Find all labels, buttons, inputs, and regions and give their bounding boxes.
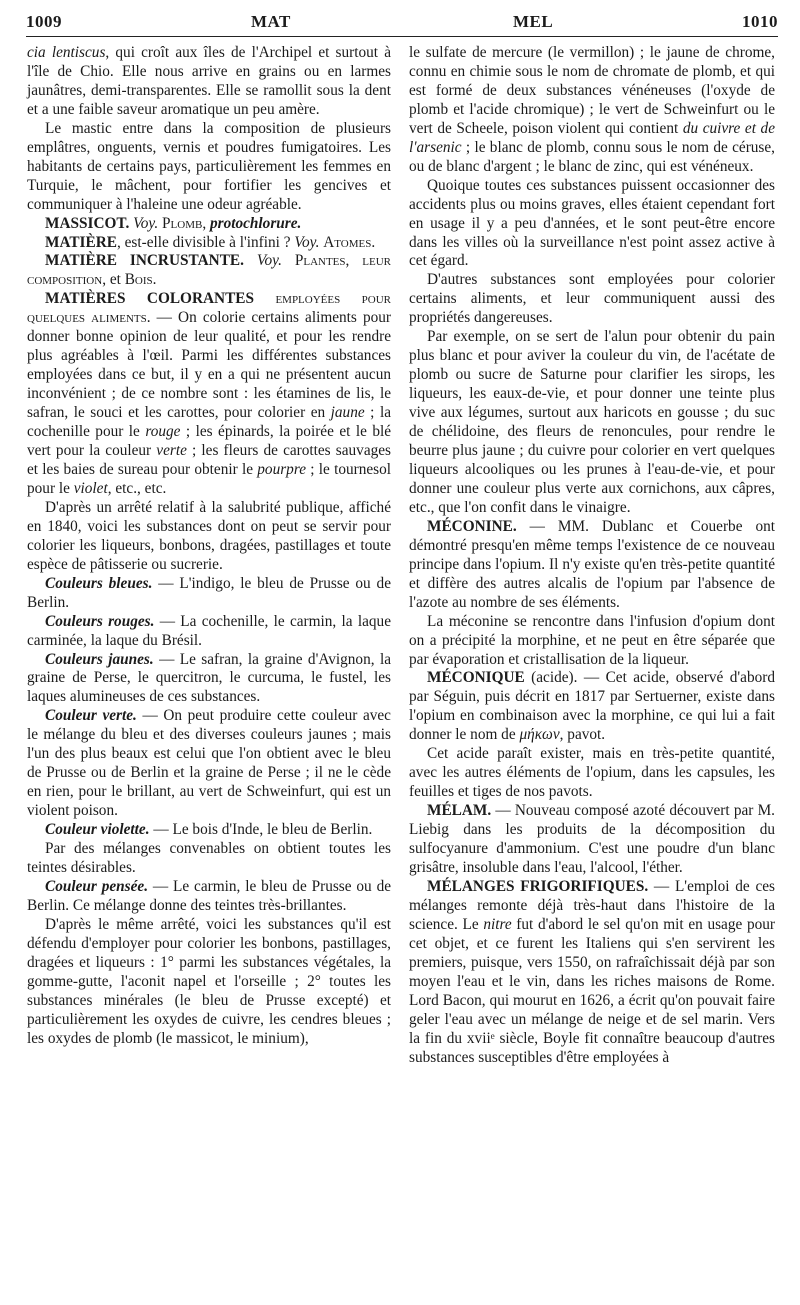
left-column — [27, 44, 391, 1049]
couleurs-rouges: Couleurs rouges. — La cochenille, le carmin, la laque carminée, la laque du Brésil. — [27, 612, 391, 649]
paragraph-alun: Par exemple, on se sert de l'alun pour obtenir du pain plus blanc et pour aviver la couleur du vin, de l'acétate de plomb ou sucre de Saturne pour clarifier les sirops, les liqueurs, les eaux-de-vie, et pour donner une teinte plus vive aux légumes, surtout aux haricots en gousse ; du suc de chélidoine, des fleurs de renoncules, pour rendre le beurre plus jaune ; du cuivre pour colorier en vert quelques liqueurs alcooliques ou les prunes à l'eau-de-vie, et pour donner une couleur plus verte aux cornichons, aux câpres, etc., que l'on confit dans le vinaigre. — [409, 328, 775, 516]
couleur-verte: Couleur verte. — On peut produire cette couleur avec le mélange du bleu et des diverses couleurs jaunes ; mais l'un des plus beaux est celui que l'on obtient avec le bleu de Prusse ou de Berlin et la graine de Perse ; il ne le cède en rien, pour le brillant, au vert de Schweinfurt, qui est un violent poison. — [27, 707, 391, 820]
entry-matiere: MATIÈRE, est-elle divisible à l'infini ? Voy. Atomes. — [45, 233, 376, 251]
right-column — [409, 44, 775, 1067]
couleur-pensee: Couleur pensée. — Le carmin, le bleu de Prusse ou de Berlin. Ce mélange donne des teintes très-brillantes. — [27, 877, 392, 914]
paragraph-arrete: D'après un arrêté relatif à la salubrité publique, affiché en 1840, voici les substances dont on peut se servir pour colorier les liqueurs, bonbons, dragées, pastillages et toute espèce de pâtisserie ou sucrerie. — [27, 498, 391, 573]
entry-melanges-frigorifiques: MÉLANGES FRIGORIFIQUES. — L'emploi de ces mélanges remonte déjà très-haut dans l'histoire de la science. Le nitre fut d'abord le sel qu'on mit en usage pour cet objet, et ce furent les Italiens qui s'en servirent les premiers, puisque, vers 1550, on rafraîchissait déjà par son moyen l'eau et le vin, dans les riches maisons de Rome. Lord Bacon, qui mourut en 1626, a écrit qu'on pouvait faire geler l'eau avec un mélange de neige et de sel marin. Vers la fin du xviiᵉ siècle, Boyle fit connaître beaucoup d'autres substances susceptibles d'être employées à — [409, 877, 775, 1066]
right-guide-word: MEL — [513, 12, 554, 31]
entry-mastic-usage: Le mastic entre dans la composition de plusieurs emplâtres, onguents, vernis et poudres fumigatoires. Les habitants de certains pays, particulièrement les femmes en Turquie, le mâchent, pour fortifier les gencives et communiquer à l'haleine une odeur agréable. — [27, 119, 391, 213]
entry-meconique-detail: Cet acide paraît exister, mais en très-petite quantité, avec les autres éléments de l'opium, dans les capsules, les feuilles et tiges de nos pavots. — [409, 745, 775, 801]
entry-meconine: MÉCONINE. — MM. Dublanc et Couerbe ont démontré presqu'en même temps l'existence de ce nouveau principe dans l'opium. Il n'y existe qu'en très-petite quantité et diffère des autres alcalis de l'opium par l'absence de l'azote au nombre de ses éléments. — [409, 517, 775, 611]
header-rule — [26, 36, 778, 37]
running-head — [26, 12, 778, 38]
paragraph-quoique: Quoique toutes ces substances puissent occasionner des accidents plus ou moins graves, elles étaient cependant fort en usage il y a peu d'années, et le sont peut-être encore dans les villes où la surveillance n'est point assez active à cet égard. — [409, 176, 775, 270]
entry-massicot: MASSICOT. Voy. Plomb, protochlorure. — [45, 214, 302, 232]
left-guide-word: MAT — [251, 12, 291, 31]
right-page-number: 1010 — [742, 12, 778, 31]
couleur-violette: Couleur violette. — Le bois d'Inde, le bleu de Berlin. — [45, 821, 373, 839]
entry-meconine-detail: La méconine se rencontre dans l'infusion d'opium dont on a précipité la morphine, et ne peut en être séparée que par évaporation et cristallisation de la liqueur. — [409, 612, 775, 668]
paragraph-melanges: Par des mélanges convenables on obtient toutes les teintes désirables. — [27, 840, 391, 876]
paragraph-defendu-continuation: le sulfate de mercure (le vermillon) ; le jaune de chrome, connu en chimie sous le nom de chromate de plomb, et qui est formé de deux substances vénéneuses (l'oxyde de plomb et l'acide chromique) ; le vert de Schweinfurt ou le vert de Scheele, poison violent qui contient du cuivre et de l'arsenic ; le blanc de plomb, connu sous le nom de céruse, ou de blanc d'argent ; le blanc de zinc, qui est vénéneux. — [409, 44, 775, 175]
left-page-number: 1009 — [26, 12, 62, 31]
couleurs-jaunes: Couleurs jaunes. — Le safran, la graine d'Avignon, la graine de Perse, le quercitron, le curcuma, le fustel, les laques alumineuses de ces substances. — [27, 650, 391, 706]
entry-melam: MÉLAM. — Nouveau composé azoté découvert par M. Liebig dans les produits de la décomposition du sulfocyanure d'ammonium. C'est une poudre d'un blanc grisâtre, insoluble dans l'eau, l'alcool, l'éther. — [409, 802, 775, 876]
entry-meconique: MÉCONIQUE (acide). — Cet acide, observé d'abord par Séguin, puis décrit en 1817 par Sertuerner, existe dans l'opium en combinaison avec la morphine, ce qui lui a fait donner le nom de μήκων, pavot. — [409, 669, 775, 744]
entry-mastic-continuation: cia lentiscus, qui croît aux îles de l'Archipel et surtout à l'île de Chio. Elle nous arrive en grains ou en larmes jaunâtres, demi-transparentes. Elle se ramollit sous la dent et a une faible saveur aromatique un peu amère. — [27, 44, 392, 118]
paragraph-autres: D'autres substances sont employées pour colorier certains aliments, et leur communiquent aussi des propriétés dangereuses. — [409, 271, 775, 327]
entry-matiere-incrustante: MATIÈRE INCRUSTANTE. Voy. Plantes, leur composition, et Bois. — [27, 252, 391, 289]
couleurs-bleues: Couleurs bleues. — L'indigo, le bleu de Prusse ou de Berlin. — [27, 574, 391, 611]
paragraph-defendu: D'après le même arrêté, voici les substances qu'il est défendu d'employer pour colorier les bonbons, pastillages, dragées et liqueurs : 1° parmi les substances végétales, la gomme-gutte, l'aconit napel et l'orseille ; 2° toutes les substances minérales (le bleu de Prusse excepté) et particulièrement les oxydes de cuivre, les cendres bleues ; les oxydes de plomb (le massicot, le minium), — [27, 915, 391, 1047]
entry-matieres-colorantes: MATIÈRES COLORANTES employées pour quelques aliments. — On colorie certains aliments pour donner bonne opinion de leur qualité, et pour les rendre plus agréables à l'œil. Parmi les différentes substances employées dans ce but, il y en a qui ne présentent aucun inconvénient ; de ce nombre sont : les étamines de lis, le safran, le souci et les carottes, pour colorier en jaune ; la cochenille pour le rouge ; les épinards, la poirée et le blé vert pour la couleur verte ; les fleurs de carottes sauvages et les baies de sureau pour obtenir le pourpre ; le tournesol pour le violet, etc., etc. — [27, 290, 392, 497]
